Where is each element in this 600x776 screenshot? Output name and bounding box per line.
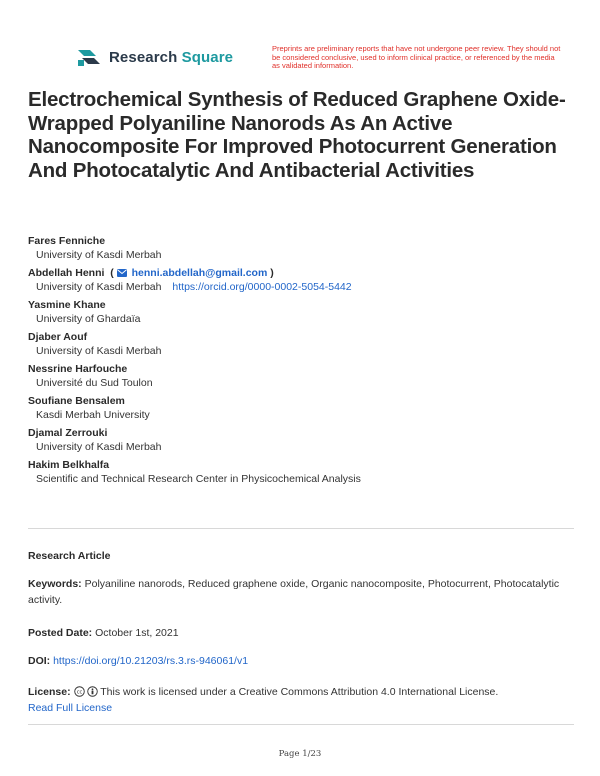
paper-title: Electrochemical Synthesis of Reduced Graphene Oxide-Wrapped Polyaniline Nanorods As An Active Nanocomposite For Improved Photocurrent Generation And Photocatalytic And Antibacterial Activities [28,88,566,182]
svg-text:cc: cc [76,689,82,696]
author-entry [28,234,578,263]
article-type: Research Article [28,550,111,562]
brand-logo[interactable] [76,46,233,68]
author-affiliation: University of Ghardaïa [36,313,141,325]
author-affiliation: Kasdi Merbah University [36,409,150,421]
author-affiliation: University of Kasdi Merbah [36,441,162,453]
author-affiliation: University of Kasdi Merbah https://orcid.org/0000-0002-5054-5442 [36,281,352,293]
author-name: Djamal Zerrouki [28,427,108,439]
posted-date: Posted Date: October 1st, 2021 [28,627,179,639]
author-entry [28,266,578,295]
author-name: Yasmine Khane [28,299,106,311]
keywords: Keywords: Polyaniline nanorods, Reduced graphene oxide, Organic nanocomposite, Photocurrent, Photocatalytic activity. [28,578,560,606]
divider [28,528,574,529]
author-email-link[interactable]: henni.abdellah@gmail.com [131,267,268,279]
doi: DOI: https://doi.org/10.21203/rs.3.rs-946061/v1 [28,655,249,667]
author-affiliation: Université du Sud Toulon [36,377,153,389]
author-name: Hakim Belkhalfa [28,459,110,471]
author-entry [28,458,578,487]
doi-link[interactable]: https://doi.org/10.21203/rs.3.rs-946061/v1 [53,655,249,667]
author-name: Nessrine Harfouche [28,363,128,375]
read-full-license-link[interactable]: Read Full License [28,702,113,714]
page-number: Page 1/23 [278,749,322,759]
preprint-notice: Preprints are preliminary reports that have not undergone peer review. They should not be considered conclusive, used to inform clinical practice, or referenced by the media as validated information. [272,44,561,71]
author-name: Soufiane Bensalem [28,395,125,407]
author-entry [28,426,578,455]
author-name: Djaber Aouf [28,331,88,343]
cc-license-icons [74,686,98,697]
author-entry [28,298,578,327]
author-name: Abdellah Henni ( henni.abdellah@gmail.com ) [28,267,274,279]
license: License: cc This work is licensed under a Creative Commons Attribution 4.0 International License. Read Full License [28,686,499,714]
brand-name: Research Square [109,48,234,66]
author-affiliation: University of Kasdi Merbah [36,249,162,261]
mail-icon [117,269,127,277]
divider [28,724,574,725]
author-entry [28,394,578,423]
author-name: Fares Fenniche [28,235,106,247]
author-list [28,234,578,490]
research-square-logo-icon [76,46,102,68]
author-affiliation: University of Kasdi Merbah [36,345,162,357]
orcid-link[interactable]: https://orcid.org/0000-0002-5054-5442 [172,281,352,293]
attribution-icon [87,686,98,697]
creative-commons-icon [74,686,85,697]
author-entry [28,330,578,359]
author-entry [28,362,578,391]
author-affiliation: Scientific and Technical Research Center in Physicochemical Analysis [36,473,361,485]
